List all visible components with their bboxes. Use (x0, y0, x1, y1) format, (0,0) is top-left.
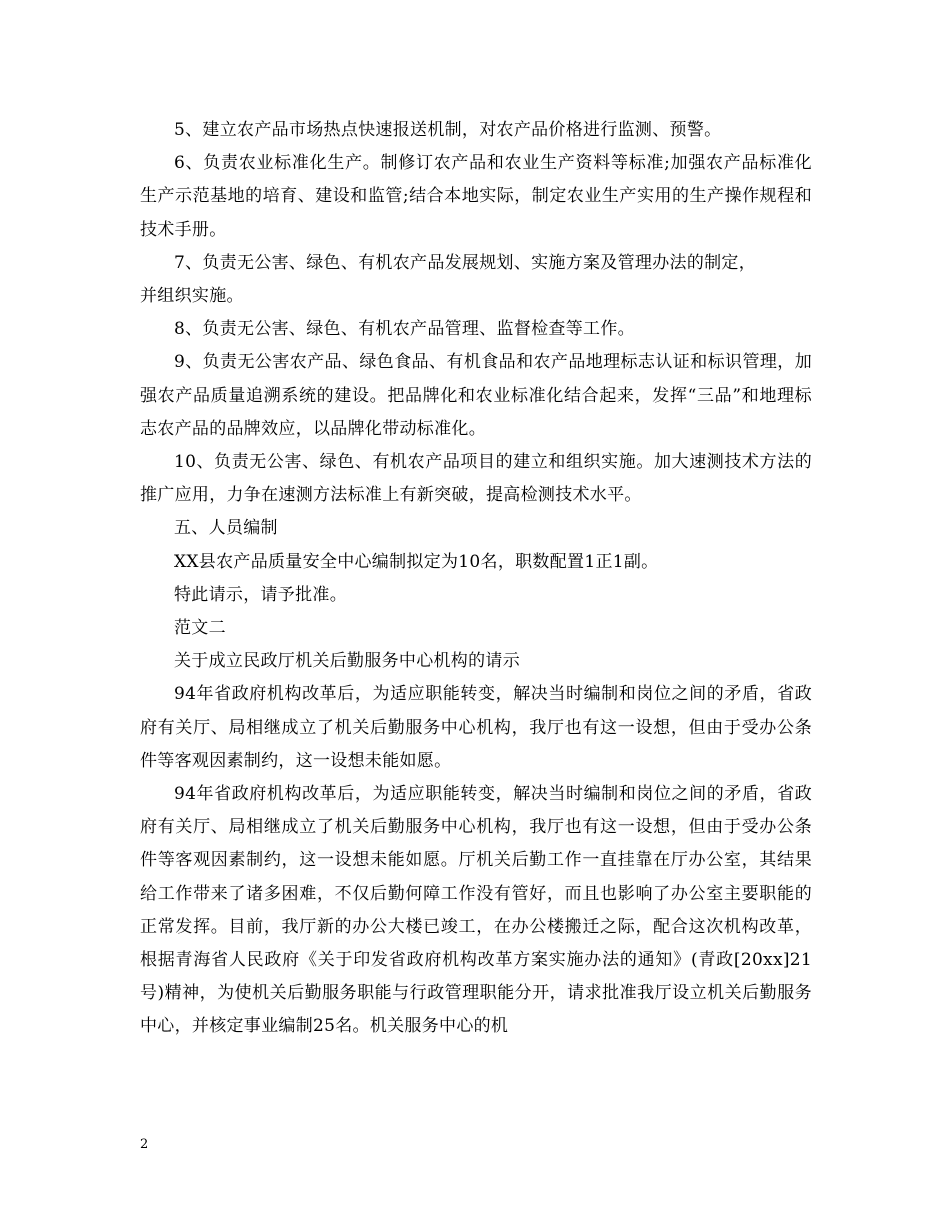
paragraph-item-6: 6、负责农业标准化生产。制修订农产品和农业生产资料等标准;加强农产品标准化生产示范基地的培育、建设和监管;结合本地实际，制定农业生产实用的生产操作规程和技术手册。 (140, 153, 812, 240)
paragraph-item-8: 8、负责无公害、绿色、有机农产品管理、监督检查等工作。 (174, 319, 635, 340)
paragraph-request: 94年省政府机构改革后，为适应职能转变，解决当时编制和岗位之间的矛盾，省政府有关厅、局相继成立了机关后勤服务中心机构，我厅也有这一设想，但由于受办公条件等客观因素制约，这一设想未能如愿。厅机关后勤工作一直挂靠在厅办公室，其结果给工作带来了诸多困难，不仅后勤何障工作没有管好，而且也影响了办公室主要职能的正常发挥。目前，我厅新的办公大楼已竣工，在办公楼搬迁之际，配合这次机构改革，根据青海省人民政府《关于印发省政府机构改革方案实施办法的通知》(青政[20xx]21号)精神，为使机关后勤服务职能与行政管理职能分开，请求批准我厅设立机关后勤服务中心，并核定事业编制25名。机关服务中心的机 (140, 784, 812, 1037)
section-heading-staffing: 五、人员编制 (174, 518, 278, 539)
paragraph-background: 94年省政府机构改革后，为适应职能转变，解决当时编制和岗位之间的矛盾，省政府有关厅、局相继成立了机关后勤服务中心机构，我厅也有这一设想，但由于受办公条件等客观因素制约，这一设想未能如愿。 (140, 684, 812, 771)
paragraph-item-5: 5、建立农产品市场热点快速报送机制，对农产品价格进行监测、预警。 (174, 120, 722, 140)
paragraph-item-7: 7、负责无公害、绿色、有机农产品发展规划、实施方案及管理办法的制定， 并组织实施。 (140, 252, 757, 307)
page-number: 2 (140, 1137, 149, 1152)
document-body (140, 114, 812, 1044)
paragraph-item-10: 10、负责无公害、绿色、有机农产品项目的建立和组织实施。加大速测技术方法的推广应用，力争在速测方法标准上有新突破，提高检测技术水平。 (140, 452, 812, 506)
section-label-sample-two: 范文二 (174, 618, 226, 639)
document-title: 关于成立民政厅机关后勤服务中心机构的请示 (174, 651, 520, 672)
paragraph-item-9: 9、负责无公害农产品、绿色食品、有机食品和农产品地理标志认证和标识管理，加强农产品质量追溯系统的建设。把品牌化和农业标准化结合起来，发挥“三品”和地理标志农产品的品牌效应，以品牌化带动标准化。 (140, 352, 812, 439)
paragraph-closing: 特此请示，请予批准。 (174, 584, 347, 605)
paragraph-staffing: XX县农产品质量安全中心编制拟定为10名，职数配置1正1副。 (174, 551, 659, 572)
